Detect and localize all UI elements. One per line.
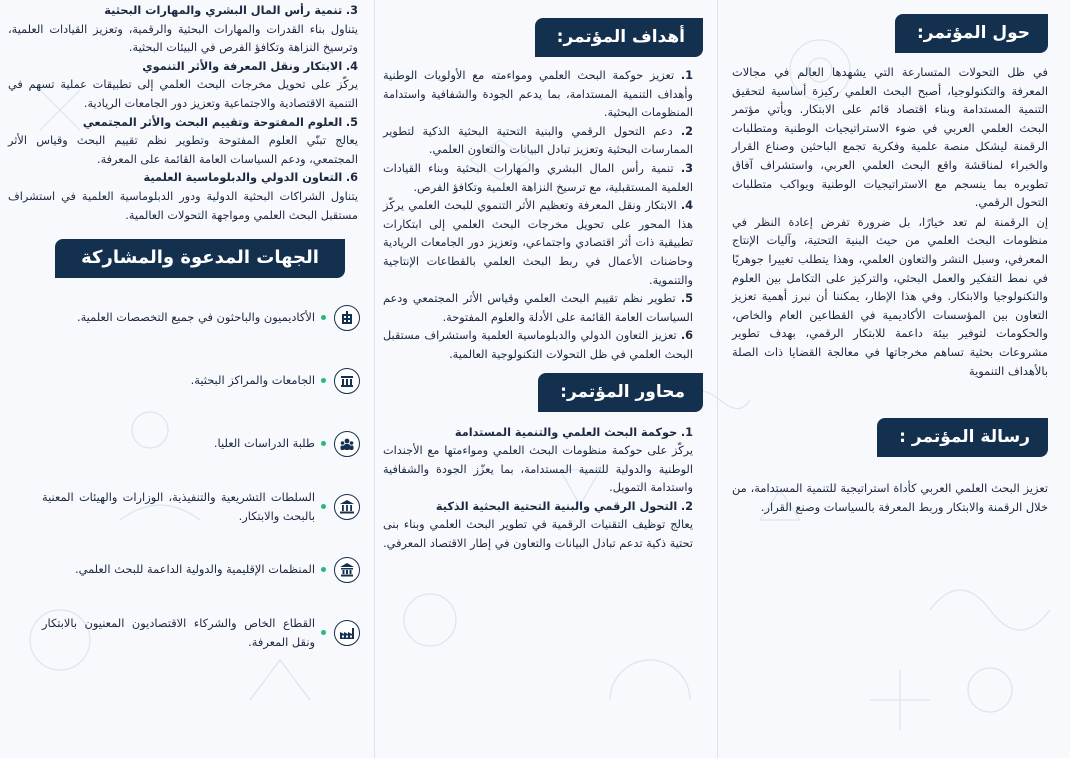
bullet-dot (321, 504, 326, 509)
participant-item (42, 286, 360, 349)
axis-item: 3. تنمية رأس المال البشري والمهارات البحثية (104, 4, 358, 17)
participant-text: السلطات التشريعية والتنفيذية، الوزارات والهيئات المعنية بالبحث والابتكار. (42, 490, 315, 523)
participant-text: القطاع الخاص والشركاء الاقتصاديون المعنيون بالابتكار ونقل المعرفة. (42, 616, 315, 649)
bullet-dot (321, 315, 326, 320)
objectives-heading: أهداف المؤتمر: (535, 18, 703, 57)
government-icon (334, 494, 360, 520)
right-column (718, 0, 1070, 758)
objective-item: 3. تنمية رأس المال البشري والمهارات البحثية وبناء القيادات العلمية المستقبلية، مع ترسيخ النزاهة العلمية وتكافؤ الفرص. (383, 161, 694, 194)
message-heading: رسالة المؤتمر : (877, 418, 1048, 457)
organization-icon (334, 557, 360, 583)
participant-item (42, 475, 360, 538)
axis-item: 6. التعاون الدولي والدبلوماسية العلمية (143, 171, 358, 185)
library-icon (334, 368, 360, 394)
axis-description: يعالج تبنّي العلوم المفتوحة وتطوير نظم تقييم البحث وقياس الأثر المجتمعي، ودعم السياسات العامة القائمة على المعرفة. (8, 134, 358, 166)
factory-icon (334, 620, 360, 646)
axis-description: يتناول بناء القدرات والمهارات البحثية والرقمية، وتعزيز القيادات العلمية، وترسيخ النزاهة وتكافؤ الفرص في البيئات البحثية. (8, 22, 358, 55)
axis-description: يركّز على تحويل مخرجات البحث العلمي إلى تطبيقات عملية تسهم في التنمية الاقتصادية والاجتماعية وتعزيز دور الجامعات الريادية. (8, 78, 358, 110)
message-text: تعزيز البحث العلمي العربي كأداة استراتيجية للتنمية المستدامة، من خلال الرقمنة والابتكار وربط المعرفة بالسياسات وصنع القرار. (732, 481, 1048, 514)
about-heading: حول المؤتمر: (895, 14, 1048, 53)
axis-description: يعالج توظيف التقنيات الرقمية في تطوير البحث العلمي وبناء بنى تحتية ذكية تدعم تبادل البيانات والتعاون في إطار الاقتصاد المعرفي. (383, 518, 693, 551)
objective-item: 1. تعزيز حوكمة البحث العلمي ومواءمته مع الأولويات الوطنية وأهداف التنمية المستدامة، بما يدعم الجودة والشفافية واستدامة المنظومات البحثية. (383, 69, 693, 120)
axis-item: 4. الابتكار ونقل المعرفة والأثر التنموي (142, 59, 358, 73)
participants-list (8, 286, 362, 664)
participant-text: المنظمات الإقليمية والدولية الداعمة للبحث العلمي. (74, 562, 315, 577)
bullet-dot (321, 378, 326, 383)
objective-item: 4. الابتكار ونقل المعرفة وتعظيم الأثر التنموي للبحث العلمي يركّز هذا المحور على تحويل مخرجات البحث العلمي إلى ابتكارات تطبيقية ذات أثر اقتصادي واجتماعي، وتعزيز دور الجامعات الريادية وحاضنات الأعمال في ربط البحث العلمي بالقطاعات الإنتاجية والتنموية. (383, 199, 693, 287)
axis-item: 1. حوكمة البحث العلمي والتنمية المستدامة (454, 425, 693, 439)
axis-item: 5. العلوم المفتوحة وتقييم البحث والأثر المجتمعي (82, 115, 358, 129)
participant-text: طلبة الدراسات العليا. (213, 436, 315, 451)
participant-text: الأكاديميون والباحثون في جميع التخصصات العلمية. (76, 310, 315, 325)
participant-item (42, 412, 360, 475)
students-icon (334, 431, 360, 457)
participant-item (42, 349, 360, 412)
objective-item: 5. تطوير نظم تقييم البحث العلمي وقياس الأثر المجتمعي ودعم السياسات العامة القائمة على الأدلة والعلوم المفتوحة. (383, 292, 694, 324)
left-column (0, 0, 372, 758)
middle-column (375, 0, 715, 758)
objective-item: 6. تعزيز التعاون الدولي والدبلوماسية العلمية واستشراف مستقبل البحث العلمي في ظل التحولات التكنولوجية العالمية. (383, 329, 694, 361)
bullet-dot (321, 441, 326, 446)
objective-item: 2. دعم التحول الرقمي والبنية التحتية البحثية الذكية لتطوير الممارسات البحثية وتعزيز تبادل البيانات والتعاون العلمي. (383, 124, 693, 157)
participants-heading: الجهات المدعوة والمشاركة (55, 239, 345, 278)
about-paragraph-2: إن الرقمنة لم تعد خيارًا، بل ضرورة تفرض إعادة النظر في منظومات البحث العلمي من حيث البنية التحتية، وآليات الإنتاج المعرفي، وسبل النشر والتعاون العلمي، وهذا يتطلب تغييرا جوهريًا في نمط التفكير والعمل البحثي، والتركيز على التكامل بين العلوم والتكنولوجيا والابتكار. وفي هذا الإطار، يمكننا أن نبرز أهمية تعزيز التعاون بين المؤسسات الأكاديمية في القطاعين العام والخاص، والحكومات لتوفير بيئة داعمة للابتكار الرقمي، بهدف تطوير مشروعات بحثية تساهم مخرجاتها في معالجة القضايا ذات الصلة بالأهداف التنموية (732, 214, 1048, 378)
axis-description: يركّز على حوكمة منظومات البحث العلمي ومواءمتها مع الأجندات الوطنية والدولية للتنمية المستدامة، بما يعزّز الجودة والشفافية واستدامة التمويل. (383, 444, 693, 495)
participant-item (42, 538, 360, 601)
participant-item (42, 601, 360, 664)
about-paragraph-1: في ظل التحولات المتسارعة التي يشهدها العالم في مجالات المعرفة والتكنولوجيا، أصبح البحث العلمي ركيزة أساسية لتحقيق التنمية المستدامة وبناء اقتصاد قائم على الابتكار. ويأتي مؤتمر البحث العلمي العربي في ضوء الاستراتيجيات الوطنية ومتطلبات الرقمنة ليشكل منصة علمية وفكرية تجمع الباحثين وصناع القرار والخبراء لمناقشة واقع البحث العلمي العربي، واستشراف آفاق تطويره بما ينسجم مع الاستراتيجيات الوطنية ويواكب متطلبات التحول الرقمي. (732, 65, 1048, 210)
participant-text: الجامعات والمراكز البحثية. (190, 373, 315, 388)
axis-item: 2. التحول الرقمي والبنية التحتية البحثية الذكية (435, 499, 693, 513)
axes-heading: محاور المؤتمر: (538, 373, 703, 412)
building-icon (334, 305, 360, 331)
axis-description: يتناول الشراكات البحثية الدولية ودور الدبلوماسية العلمية في استشراف مستقبل البحث العلمي ومواجهة التحولات العالمية. (8, 189, 358, 222)
bullet-dot (321, 630, 326, 635)
bullet-dot (321, 567, 326, 572)
